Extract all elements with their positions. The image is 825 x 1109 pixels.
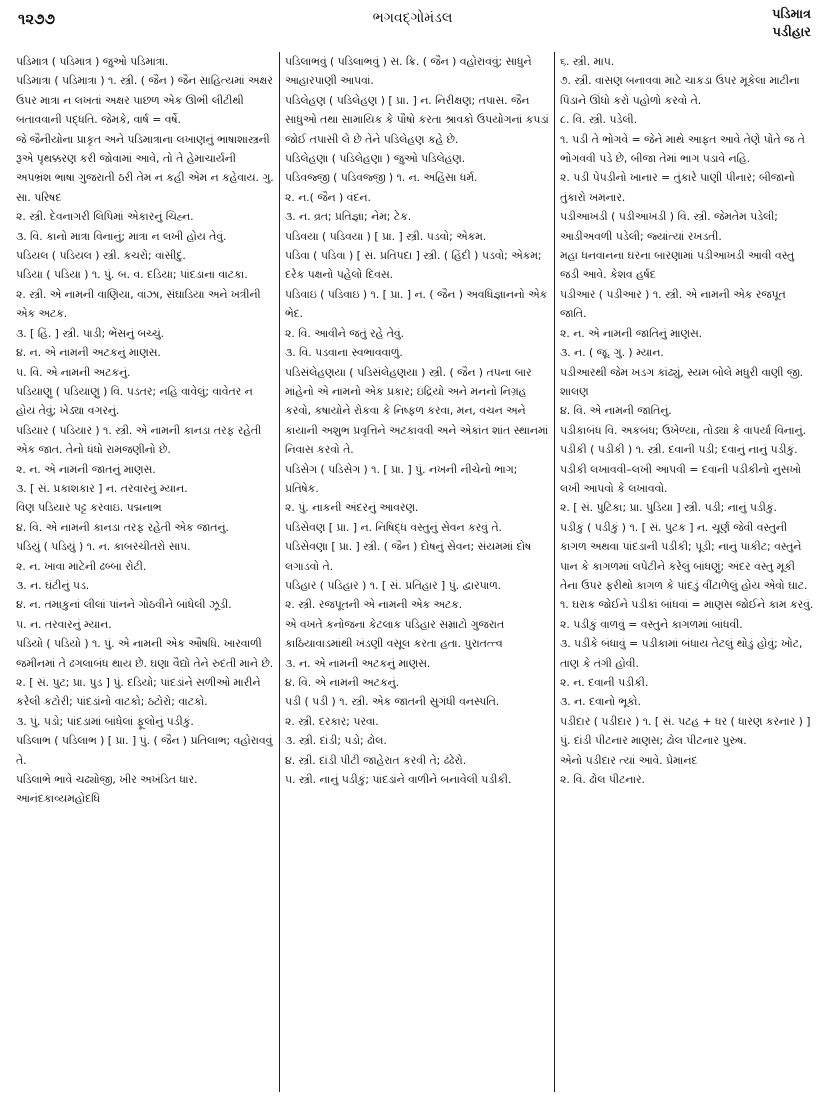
dictionary-entry: પડિલાભવું ( પડિલાભવું ) સ. ક્રિ. ( જૈન ) વહોરાવવું; સાધુને આહારપાણી આપવાં. bbox=[285, 55, 532, 88]
dictionary-entry: ૪. સ્ત્રી. દાંડી પીટી જાહેરાત કરવી તે; ઢંઢેરો. bbox=[285, 753, 467, 767]
dictionary-entry: ૩. ન. ( જૂ. ગુ. ) મ્યાન. bbox=[560, 346, 664, 360]
dictionary-entry: ૪. ન. એ નામની અટકનું માણસ. bbox=[16, 346, 161, 360]
dictionary-entry: ૨. સ્ત્રી. દેવનાગરી લિપિમાં એકારનું ચિહ્ન. bbox=[16, 210, 194, 224]
dictionary-entry: ૨. વિ. આવીને જતું રહે તેવું. bbox=[285, 326, 405, 340]
dictionary-entry: પડિવયા ( પડિવયા ) [ પ્રા. ] સ્ત્રી. પડવો; એકમ. bbox=[285, 229, 487, 243]
dictionary-entry: ૩. [ સં. પ્રકાશકાર ] ન. તરવારનું મ્યાન. bbox=[16, 481, 188, 495]
dictionary-entry: ૨. [ સં. પુટિકા; પ્રા. પુડિયા ] સ્ત્રી. પડી; નાનું પડીકું. bbox=[560, 501, 777, 515]
dictionary-entry: પડીકી ( પડીકી ) ૧. સ્ત્રી. દવાની પડી; દવાનું નાનું પડીકું. bbox=[560, 443, 798, 457]
dictionary-entry: પડિહાર ( પડિહાર ) ૧. [ સં. પ્રતિહાર ] પું. દ્વારપાળ. bbox=[285, 578, 502, 592]
dictionary-entry: ૨. પડીકું વાળવું = વસ્તુને કાગળમાં બાંધવી. bbox=[560, 617, 743, 631]
dictionary-entry: ૩. ન. ઘંટીનું પડ. bbox=[16, 578, 90, 592]
dictionary-entry: ૨. ન. એ નામની જાતિનું માણસ. bbox=[560, 326, 703, 340]
dictionary-entry: પડીકી લખાવવી–લખી આપવી = દવાની પડીકીનો નુસખો લખી આપવો કે લખાવવો. bbox=[560, 462, 802, 495]
dictionary-entry: પડિમાત્રા ( પડિમાત્રા ) ૧. સ્ત્રી. ( જૈન ) જૈન સાહિત્યમાં અક્ષર ઉપર માત્રા ન લખતાં અક્ષર પાછળ એક ઊભી લીટીથી બતાવવાની પદ્ધતિ. જેમકે, વાર્ષ = વર્ષે. bbox=[16, 74, 273, 127]
dictionary-entry: પડિલાભે ભાવે ચઢ્યોજી, ખીર અખંડિત ધાર. આનંદકાવ્યમહોદધિ bbox=[16, 773, 198, 806]
running-title: ભગવદ્ગોમંડલ bbox=[372, 10, 453, 26]
dictionary-entry: પડીદાર ( પડીદાર ) ૧. [ સં. પટહ + ધર ( ધારણ કરનાર ) ] પું. દાંડી પીટનાર માણસ; ઢોલ પીટનાર પુરુષ. bbox=[560, 714, 811, 748]
dictionary-entry: ૨. ન. દવાની પડીકી. bbox=[560, 676, 649, 689]
dictionary-entry: ૩. પું. પડો; પાંદડામાં બાંધેલાં ફૂલોનું પડીકું. bbox=[16, 714, 194, 728]
dictionary-entry: પડિયું ( પડિયું ) ૧. ન. કાબરચીતરો સાપ. bbox=[16, 540, 191, 554]
dictionary-entry: પડીકાબંધ વિ. અકબંધ; ઉખેળ્યા, તોડ્યા કે વાપર્યા વિનાનું. bbox=[560, 423, 806, 437]
dictionary-entry: પડિલેહણા ( પડિલેહણા ) જુઓ પડિલેહણ. bbox=[285, 152, 466, 166]
dictionary-entry: ૩. વિ. પડવાના સ્વભાવવાળું. bbox=[285, 346, 403, 360]
dictionary-entry: ૫. વિ. એ નામની અટકનું. bbox=[16, 365, 131, 379]
guide-word-last: પડીહાર bbox=[772, 25, 811, 40]
dictionary-entry: ૨. પું. નાકની અંદરનું આવરણ. bbox=[285, 501, 419, 515]
dictionary-entry: પડીકું ( પડીકું ) ૧. [ સં. પુટક ] ન. ચૂર્ણ જેવી વસ્તુની કાગળ અથવા પાંદડાની પડીકી; પૂડી; નાનું પાકીટ; વસ્તુને પાન કે કાગળમાં લપેટીને કરેલું બાંધણું; અંદર વસ્તુ મૂકી તેના ઉપર ફરીથો કાગળ કે પાંદડું વીંટાળેલું હોય એવો ઘાટ. bbox=[560, 520, 808, 592]
dictionary-entry: પડીઆખડી ( પડીઆખડી ) વિ. સ્ત્રી. જેમતેમ પડેલી; આડીઅવળી પડેલી; જ્યાંત્યાં રખડતી. bbox=[560, 210, 778, 243]
dictionary-entry: જે જૈનીયોના પ્રાકૃત અને પડિમાત્રાના લખાણનું ભાષાશાસ્ત્રની રૂએ પૃથક્કરણ કરી જોવામાં આવે, તો તે હેમાચાર્યની અપભ્રંશ ભાષા ગુજરાતી ઠરી તેમ ન કહી એમ ન કહેવાય. ગુ. સા. પરિષદ bbox=[16, 132, 274, 204]
dictionary-entry: પડી ( પડી ) ૧. સ્ત્રી. એક જાતની સુગંધી વનસ્પતિ. bbox=[285, 695, 500, 709]
guide-words bbox=[772, 6, 811, 42]
dictionary-entry: ૭. સ્ત્રી. વાસણ બનાવવા માટે ચાકડા ઉપર મૂકેલા માટીના પિંડાને ઊંધો કરો પહોળો કરવો તે. bbox=[560, 74, 800, 107]
dictionary-entry: ૧. પડી તે ભોગવે = જેને માથે આફત આવે તેણે પોતે જ તે ભોગવવી પડે છે, બીજા તેમાં ભાગ પડાવે નહિ. bbox=[560, 132, 805, 166]
dictionary-entry: પડીઆર ( પડીઆર ) ૧. સ્ત્રી. એ નામની એક રજપૂત જાતિ. bbox=[560, 287, 786, 321]
dictionary-entry: ૫. સ્ત્રી. નાનું પડીકું; પાંદડાંને વાળીને બનાવેલી પડીકી. bbox=[285, 773, 512, 787]
dictionary-entry: ૮. વિ. સ્ત્રી. પડેલી. bbox=[560, 113, 638, 127]
dictionary-entry: એ વખતે કનોજના કેટલાક પડિહાર સમ્રાટો ગુજરાત કાઠિયાવાડમાંથી ખંડણી વસૂલ કરતા હતા. પુરાતત્ત્વ bbox=[285, 617, 505, 651]
dictionary-entry: પડિલેહણ ( પડિલેહણ ) [ પ્રા. ] ન. નિરીક્ષણ; તપાસ. જૈન સાધુઓ તથા સામાયિક કે પૌષો કરતા શ્રાવકો ઉપયોગનાં કપડાં જોઈ તપાસી લે છે તેને પડિલેહણ કહે છે. bbox=[285, 93, 549, 146]
dictionary-column-3 bbox=[560, 52, 814, 1100]
dictionary-entry: ૨. સ્ત્રી. દરકાર; પરવા. bbox=[285, 714, 379, 728]
dictionary-entry: પડિયાણુ ( પડિયાણુ ) વિ. પડતર; નહિ વાવેલું; વાવેતર ન હોય તેવું; ખેડ્યા વગરનું. bbox=[16, 384, 253, 418]
dictionary-entry: ૪. વિ. એ નામની અટકનું. bbox=[285, 676, 400, 689]
dictionary-entry: વિણ પડિયાર પટ્ટ કરવાઇ. પદ્મનાભ bbox=[16, 501, 162, 515]
dictionary-entry: ૨. સ્ત્રી. રજપૂતની એ નામની એક અટક. bbox=[285, 598, 463, 612]
dictionary-entry: ૫. ન. તરવારનું મ્યાન. bbox=[16, 617, 112, 631]
dictionary-entry: પડિયો ( પડિયો ) ૧. પું. એ નામની એક ઔષધિ. ખારવાળી જમીનમાં તે ઢગલાબંધ થાય છે. ઘણા વૈદ્યો તેને રુદંતી માને છે. bbox=[16, 637, 274, 670]
dictionary-entry: પડિવજ્જી ( પડિવજ્જી ) ૧. ન. અહિંસા ધર્મ. bbox=[285, 171, 478, 185]
dictionary-entry: ૩. ન. વ્રત; પ્રતિજ્ઞા; નેમ; ટેક. bbox=[285, 210, 412, 224]
dictionary-column-1 bbox=[16, 52, 274, 1100]
dictionary-entry: મહા ધનવાનના ઘરના બારણામાં પડીઆખડી આવી વસ્તુ જડી આવે. કેશવ હર્ષદ bbox=[560, 249, 795, 282]
dictionary-entry: ૧. ઘરાક જોઈને પડીકાં બાંધવાં = માણસ જોઈને કામ કરવું. bbox=[560, 598, 814, 612]
dictionary-entry: પડિસંલેહણયા ( પડિસંલેહણયા ) સ્ત્રી. ( જૈન ) તપના બાર માંહેનો એ નામનો એક પ્રકાર; ઇંદ્રિયો અને મનનો નિગ્રહ કરવો, કષાયોને રોકવા કે નિષ્ફળ કરવા, મન, વચન અને કાયાની અશુભ પ્રવૃત્તિને અટકાવવી અને એકાંત શાંત સ્થાનમાં નિવાસ કરવો તે. bbox=[285, 365, 549, 457]
dictionary-entry: ૩. સ્ત્રી. દાંડી; પડો; ઢોલ. bbox=[285, 734, 387, 748]
dictionary-entry: ૨. સ્ત્રી. એ નામની વાણિયા, વાંઝા, સંઘાડિયા અને ખત્રીની એક અટક. bbox=[16, 287, 261, 321]
dictionary-entry: ૩. ન. એ નામની અટકનું માણસ. bbox=[285, 656, 431, 670]
dictionary-entry: ૪. વિ. એ નામની જાતિનું. bbox=[560, 404, 672, 418]
dictionary-entry: એનો પડીદાર ત્યાં આવે. પ્રેમાનંદ bbox=[560, 753, 698, 767]
dictionary-entry: ૨. ન. ખાવા માટેની ઢબ્બા રોટી. bbox=[16, 559, 147, 573]
dictionary-entry: ૨. ન. એ નામની જાતનું માણસ. bbox=[16, 462, 156, 476]
guide-word-first: પડિમાત્ર bbox=[772, 7, 811, 22]
dictionary-entry: ૩. ન. દવાનો ભૂકો. bbox=[560, 695, 641, 709]
dictionary-entry: ૩. [ હિં. ] સ્ત્રી. પાડી; ભેંસનું બચ્ચું. bbox=[16, 326, 165, 340]
page-header bbox=[0, 0, 825, 50]
dictionary-column-2 bbox=[285, 52, 549, 1100]
dictionary-entry: ૨. ન.( જૈન ) વંદન. bbox=[285, 190, 371, 204]
dictionary-entry: પડિસેગ ( પડિસેગ ) ૧. [ પ્રા. ] પું. નખની નીચેનો ભાગ; પ્રતિષેક. bbox=[285, 462, 518, 495]
dictionary-entry: ૨. પડી પેપડીનો ખાનાર = તુંકારે પાણી પીનાર; બીજાનો તુંકારો ખમનાર. bbox=[560, 171, 795, 204]
dictionary-entry: પડિસેવણ [ પ્રા. ] ન. નિષિદ્ધ વસ્તુનું સેવન કરવું તે. bbox=[285, 520, 502, 534]
dictionary-entry: પડિવાઇ ( પડિવાઇ ) ૧. [ પ્રા. ] ન. ( જૈન ) અવધિજ્ઞાનનો એક ભેદ. bbox=[285, 287, 548, 321]
column-divider bbox=[279, 52, 280, 1092]
dictionary-entry: ૬. સ્ત્રી. માપ. bbox=[560, 55, 615, 68]
dictionary-entry: પડિયલ ( પડિયલ ) સ્ત્રી. કચરો; વાસીદું. bbox=[16, 249, 186, 263]
dictionary-entry: પડિયા ( પડિયા ) ૧. પું. બ. વ. દડિયા; પાંદડાના વાટકા. bbox=[16, 268, 248, 282]
dictionary-entry: ૨. વિ. ઢોલ પીટનાર. bbox=[560, 773, 645, 787]
dictionary-entry: ૪. વિ. એ નામની કાનડા તરફ રહેતી એક જાતનું. bbox=[16, 520, 229, 534]
dictionary-entry: ૨. [ સં. પુટ; પ્રા. પુડ ] પું. દડિયો; પાંદડાંને સળીઓ મારીને કરેલી કટોરી; પાંદડાંનો વાટકો; ઠટોરો; વાટકો. bbox=[16, 676, 261, 709]
dictionary-entry: પડીઆરથી જેમ ખડગ કાંઢ્યું, સ્યમ બોલે મધુરી વાણી જી. શાલણ bbox=[560, 365, 804, 398]
page-number: ૧૨૭૭ bbox=[18, 10, 56, 28]
dictionary-entry: પડિવા ( પડિવા ) [ સં. પ્રતિપદા ] સ્ત્રી. ( હિંદી ) પડવો; એકમ; દરેક પક્ષનો પહેલો દિવસ. bbox=[285, 249, 542, 282]
column-divider bbox=[554, 52, 555, 1092]
dictionary-entry: ૪. ન. તમાકુનાં લીલાં પાંનને ગોઠવીને બાંધેલી ઝૂડી. bbox=[16, 598, 232, 612]
dictionary-entry: ૩. પડીકે બંધાવું = પડીકામાં બંધાય તેટલું થોડું હોવું; ખોટ, તાણ કે તંગી હોવી. bbox=[560, 637, 803, 670]
dictionary-entry: પડિસેવણા [ પ્રા. ] સ્ત્રી. ( જૈન ) દોષનું સેવન; સંયમમાં દોષ લગાડવો તે. bbox=[285, 540, 532, 573]
dictionary-entry: પડિમાત્ર ( પડિમાત્ર ) જુઓ પડિમાત્રા. bbox=[16, 55, 169, 68]
dictionary-entry: પડિયાર ( પડિયાર ) ૧. સ્ત્રી. એ નામની કાનડા તરફ રહેતી એક જાત. તેનો ધંધો રામજણીનો છે. bbox=[16, 423, 262, 457]
dictionary-entry: ૩. વિ. કાનો માત્રા વિનાનું; માત્રા ન લખી હોય તેવું. bbox=[16, 229, 227, 243]
dictionary-entry: પડિલાભ ( પડિલાભ ) [ પ્રા. ] પું. ( જૈન ) પ્રતિલાભ; વહોરાવવું તે. bbox=[16, 734, 273, 767]
